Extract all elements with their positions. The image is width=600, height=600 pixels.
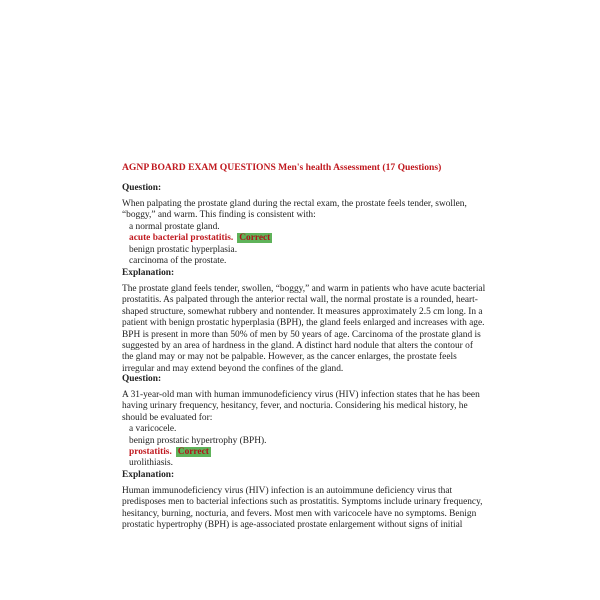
answer-text: prostatitis. (129, 447, 172, 458)
text-line: A 31-year-old man with human immunodeficiency virus (HIV) infection states that he has been (122, 390, 480, 400)
text-line: having urinary frequency, hesitancy, fever, and nocturia. Considering his medical history, he (122, 401, 468, 412)
text-line: hesitancy, burning, nocturia, and fevers. Most men with varicocele have no symptoms. Benign (122, 508, 477, 519)
answer-option: urolithiasis. (129, 458, 174, 469)
text-line: prostatic hypertrophy (BPH) is age-associated prostate enlargement without signs of initial (122, 520, 463, 531)
text-line: the gland may or may not be palpable. However, as the cancer enlarges, the prostate feels (122, 352, 457, 363)
explanation-text (122, 284, 485, 375)
text-line: When palpating the prostate gland during the rectal exam, the prostate feels tender, swollen, (122, 199, 467, 209)
explanation-heading: Explanation: (122, 268, 175, 278)
answer-option: benign prostatic hypertrophy (BPH). (129, 435, 267, 446)
text-line: should be evaluated for: (122, 412, 213, 423)
answer-option: carcinoma of the prostate. (129, 256, 227, 267)
question-text (122, 199, 467, 267)
question-heading: Question: (122, 183, 162, 193)
correct-badge: Correct (177, 447, 209, 458)
explanation-heading: Explanation: (122, 470, 175, 480)
explanation-text (122, 486, 483, 532)
text-line: irregular and may extend beyond the confines of the gland. (122, 363, 344, 374)
text-line: suggested by an area of hardness in the gland. A distinct hard nodule that alters the contour of (122, 341, 473, 352)
document-title: AGNP BOARD EXAM QUESTIONS Men's health Assessment (17 Questions) (122, 162, 442, 173)
question-text (122, 390, 480, 470)
text-line: “boggy,” and warm. This finding is consistent with: (122, 210, 316, 221)
text-line: The prostate gland feels tender, swollen, “boggy,” and warm in patients who have acute bacterial (122, 284, 486, 294)
answer-text: acute bacterial prostatitis. (129, 233, 234, 244)
answer-option: benign prostatic hyperplasia. (129, 244, 238, 255)
text-line: Human immunodeficiency virus (HIV) infection is an autoimmune deficiency virus that (122, 486, 453, 496)
correct-badge: Correct (239, 233, 271, 244)
text-line: predisposes men to bacterial infections such as prostatitis. Symptoms include urinary frequency, (122, 497, 483, 508)
answer-option: a varicocele. (129, 424, 177, 435)
answer-option-correct (122, 447, 480, 458)
text-line: prostatitis. As palpated through the anterior rectal wall, the normal prostate is a rounded, heart- (122, 295, 478, 306)
question-heading: Question: (122, 374, 162, 384)
text-line: BPH is present in more than 50% of men by 50 years of age. Carcinoma of the prostate gland is (122, 329, 481, 340)
answer-option-correct (122, 233, 467, 244)
text-line: patient with benign prostatic hyperplasia (BPH), the gland feels enlarged and increases with age. (122, 318, 485, 329)
answer-option: a normal prostate gland. (129, 221, 220, 232)
text-line: shaped structure, somewhat rubbery and nontender. It measures approximately 2.5 cm long. In a (122, 306, 483, 317)
